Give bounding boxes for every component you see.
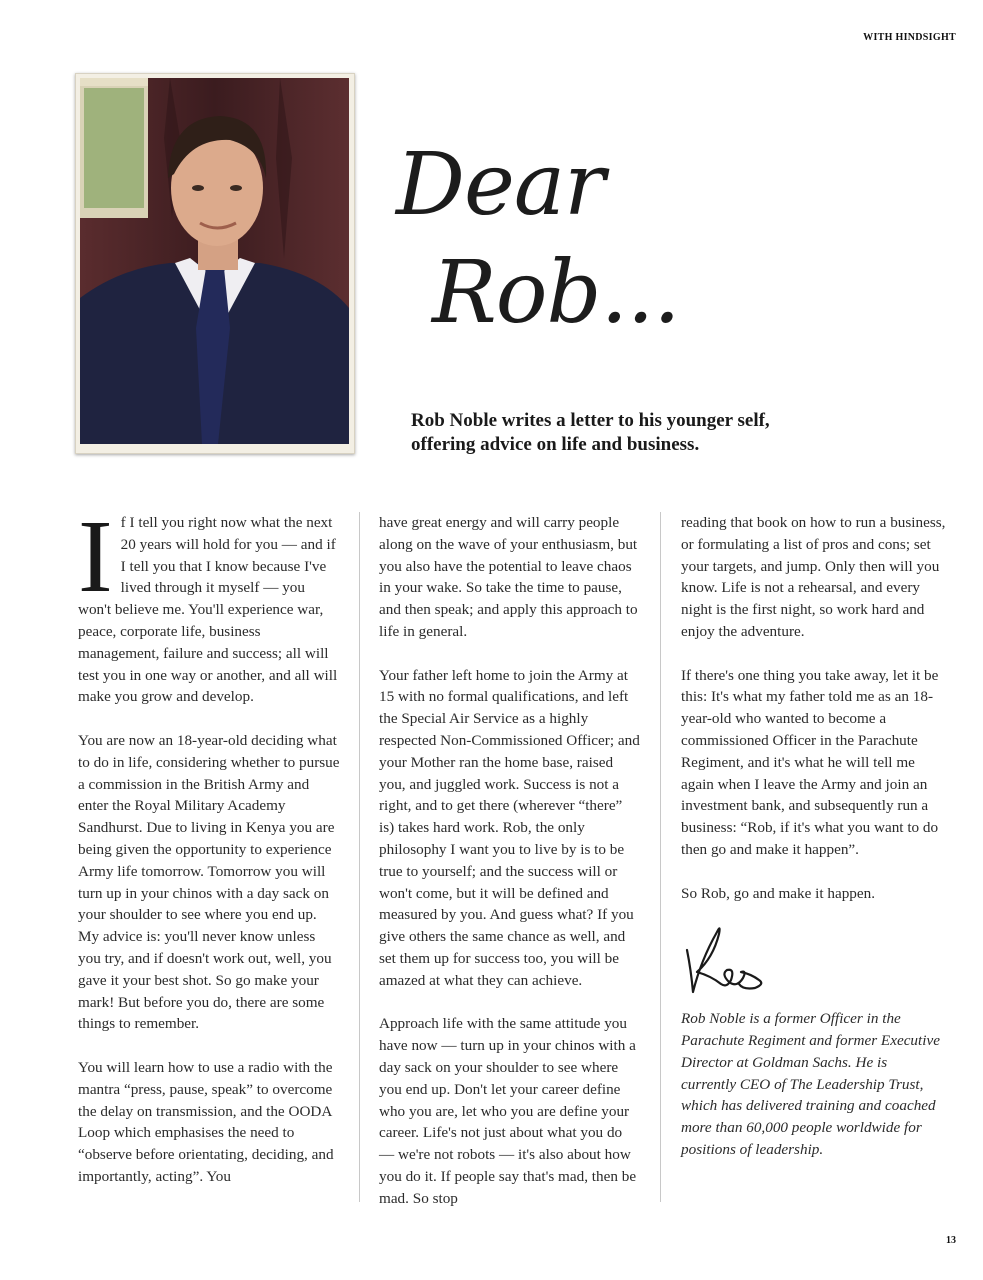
page-number: 13 — [946, 1235, 956, 1246]
drop-cap: I — [78, 499, 113, 614]
author-bio: Rob Noble is a former Officer in the Parachute Regiment and former Executive Director at Goldman Sachs. He is currently CEO of The Leadership Trust, which has delivered training and coached more than 60,000 people worldwide for positions of leadership. — [681, 1010, 940, 1158]
paragraph: Your father left home to join the Army at 15 with no formal qualifications, and left the Special Air Service as a highly respected Non-Commissioned Officer; and your Mother ran the home base, raised you, and juggled work. Success is not a right, and to get there (wherever “there” is) takes hard work. Rob, the only philosophy I want you to live by is to be true to yourself; and the success will or won't come, but it will be defined and measured by you. And guess what? If you give others the same chance as well, and set them up for success too, you will be amazed at what they can achieve. — [379, 666, 640, 989]
paragraph — [78, 499, 340, 708]
standfirst — [411, 409, 861, 457]
paragraph: So Rob, go and make it happen. — [681, 884, 876, 902]
column-divider — [660, 512, 661, 1202]
standfirst-line-2: offering advice on life and business. — [411, 434, 700, 455]
article-column-2 — [379, 512, 641, 1231]
title-rob: Rob... — [432, 243, 680, 343]
standfirst-line-1: Rob Noble writes a letter to his younger self, — [411, 410, 770, 431]
paragraph: You are now an 18-year-old deciding what to do in life, considering whether to pursue a commission in the British Army and enter the Royal Military Academy Sandhurst. Due to living in Kenya you are being given the opportunity to experience Army life tomorrow. Tomorrow you will turn up in your chinos with a day sack on your shoulder to see where you end up. My advice is: you'll never know unless you try, and if doesn't work out, well, you gave it your best shot. So go make your mark! But before you do, there are some things to remember. — [78, 731, 340, 1033]
paragraph: If there's one thing you take away, let it be this: It's what my father told me as an 18-year-old who wanted to become a commissioned Officer in the Parachute Regiment, and it's what he will tell me again when I leave the Army and join an investment bank, and subsequently run a business: “Rob, if it's what you want to do then go and make it happen”. — [681, 666, 939, 858]
column-divider — [359, 512, 360, 1202]
signature-image — [681, 920, 771, 994]
section-label: WITH HINDSIGHT — [863, 32, 956, 43]
article-column-3 — [681, 512, 946, 1183]
article-column-1 — [78, 499, 340, 1210]
title-dear: Dear — [396, 135, 605, 235]
portrait-illustration — [80, 78, 349, 444]
paragraph: You will learn how to use a radio with the mantra “press, pause, speak” to overcome the delay on transmission, and the OODA Loop which emphasises the need to “observe before orientating, deciding, and importantly, acting”. You — [78, 1058, 334, 1185]
photo-frame — [75, 73, 355, 454]
portrait-photo — [80, 78, 349, 444]
paragraph: Approach life with the same attitude you have now — turn up in your chinos with a day sack on your shoulder to see where you end up. Don't let your career define who you are, let who you are define your career. Life's not just about what you do — we're not robots — it's also about how you do it. If people say that's mad, then be mad. So stop — [379, 1015, 637, 1207]
paragraph-text: f I tell you right now what the next 20 years will hold for you — and if I tell you that I know because I've lived through it myself — you won't believe me. You'll experience war, peace, corporate life, business management, failure and success; all will test you in one way or another, and all will make you grow and develop. — [78, 514, 338, 706]
paragraph: reading that book on how to run a business, or formulating a list of pros and cons; set your targets, and jump. Only then will you know. Life is not a rehearsal, and every night is the first night, so work hard and enjoy the adventure. — [681, 514, 946, 640]
paragraph: have great energy and will carry people along on the wave of your enthusiasm, but you also have the potential to leave chaos in your wake. So take the time to pause, and then speak; and apply this approach to life in general. — [379, 514, 638, 640]
